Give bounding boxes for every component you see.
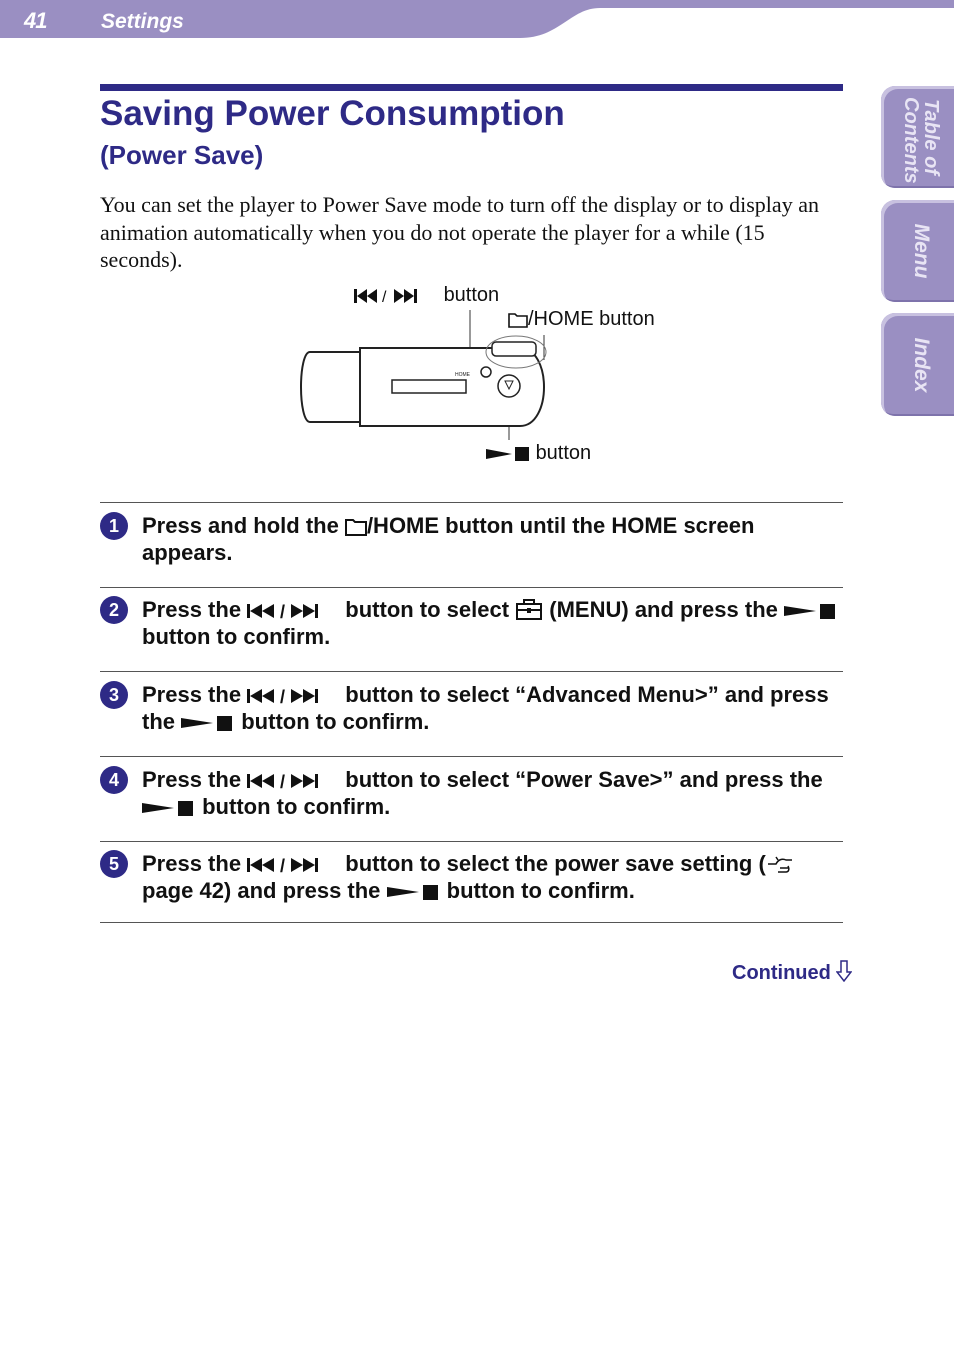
step-number: 4 bbox=[100, 766, 128, 794]
tab-table-of-contents-label: Table of Contents bbox=[900, 97, 942, 184]
title-rule bbox=[100, 84, 843, 91]
svg-text:/: / bbox=[280, 856, 286, 874]
play-stop-icon bbox=[486, 446, 530, 462]
step-divider bbox=[100, 922, 843, 923]
step-number: 3 bbox=[100, 681, 128, 709]
continued-label: Continued bbox=[732, 962, 831, 984]
page-number: 41 bbox=[24, 8, 47, 33]
callout-play-label: button bbox=[535, 442, 592, 464]
step-text: Press the / button to select the power save setting ( page 42) and press the button to confirm. bbox=[142, 850, 842, 904]
tab-menu[interactable] bbox=[881, 200, 954, 302]
toolbox-menu-icon bbox=[515, 598, 543, 620]
step-number: 1 bbox=[100, 512, 128, 540]
page-subtitle: (Power Save) bbox=[100, 140, 264, 170]
play-stop-icon bbox=[784, 602, 838, 620]
play-stop-icon bbox=[181, 714, 235, 732]
callout-play-button bbox=[486, 442, 591, 465]
page-title: Saving Power Consumption bbox=[100, 94, 565, 133]
step-divider bbox=[100, 587, 843, 588]
prev-next-icon bbox=[247, 687, 339, 705]
step-text: Press the / button to select “Power Save>” and press the button to confirm. bbox=[142, 767, 823, 819]
prev-next-icon bbox=[354, 288, 438, 304]
step-text: Press the / button to select (MENU) and press the button to confirm. bbox=[142, 596, 842, 650]
prev-next-icon bbox=[247, 602, 339, 620]
svg-text:/: / bbox=[382, 289, 387, 304]
tab-menu-label: Menu bbox=[910, 223, 933, 279]
prev-next-icon bbox=[247, 856, 339, 874]
step-number: 2 bbox=[100, 596, 128, 624]
callout-skip-button bbox=[354, 284, 499, 307]
play-stop-icon bbox=[387, 883, 441, 901]
pointing-hand-icon bbox=[766, 854, 794, 874]
tab-table-of-contents[interactable] bbox=[881, 86, 954, 188]
callout-skip-label: button bbox=[443, 284, 500, 306]
callout-home-label: /HOME button bbox=[528, 308, 655, 330]
page-header bbox=[0, 0, 954, 40]
step-divider bbox=[100, 756, 843, 757]
play-stop-icon bbox=[142, 799, 196, 817]
arrow-down-icon bbox=[836, 960, 852, 982]
tab-index[interactable] bbox=[881, 313, 954, 416]
step-text: Press the / button to select “Advanced Menu>” and press the button to confirm. bbox=[142, 682, 829, 734]
continued-link[interactable] bbox=[732, 960, 852, 985]
device-home-label: HOME bbox=[455, 372, 470, 378]
step-divider bbox=[100, 502, 843, 503]
step-divider bbox=[100, 671, 843, 672]
step-text: Press and hold the /HOME button until the HOME screen appears. bbox=[142, 513, 755, 565]
tab-index-label: Index bbox=[910, 337, 933, 392]
svg-text:/: / bbox=[280, 772, 286, 790]
callout-home-button bbox=[508, 308, 655, 331]
step-number: 5 bbox=[100, 850, 128, 878]
prev-next-icon bbox=[247, 772, 339, 790]
step-divider bbox=[100, 841, 843, 842]
folder-icon bbox=[508, 311, 528, 328]
section-name: Settings bbox=[101, 10, 184, 33]
folder-icon bbox=[345, 517, 367, 536]
svg-text:/: / bbox=[280, 602, 286, 620]
intro-paragraph: You can set the player to Power Save mode to turn off the display or to display an animation automatically when you do not operate the player for a while (15 seconds). bbox=[100, 192, 819, 272]
svg-text:/: / bbox=[280, 687, 286, 705]
